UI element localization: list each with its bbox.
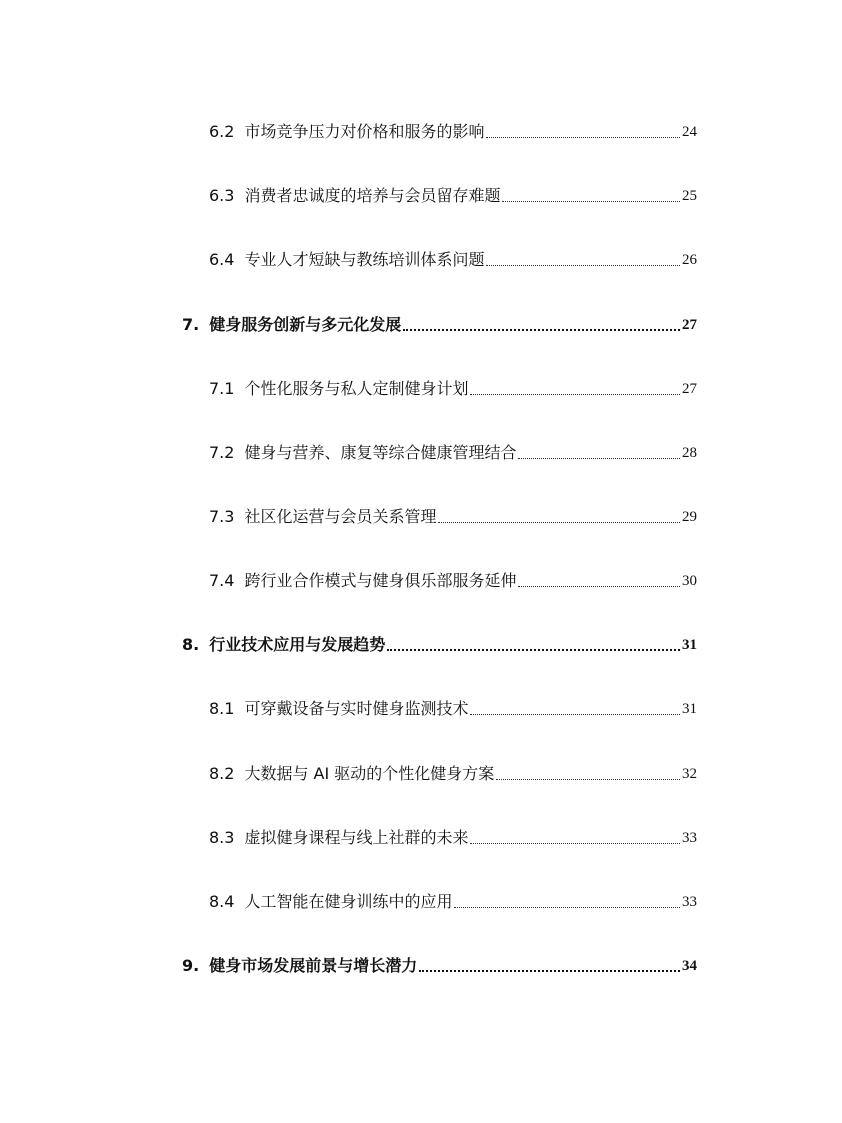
dot-leader xyxy=(470,394,680,395)
toc-entry-8-2[interactable] xyxy=(209,760,697,784)
entry-page-number: 27 xyxy=(682,381,697,397)
toc-entry-6-2[interactable] xyxy=(209,118,697,142)
entry-title: 人工智能在健身训练中的应用 xyxy=(244,892,453,911)
entry-title: 健身市场发展前景与增长潜力 xyxy=(209,956,418,975)
dot-leader xyxy=(470,714,680,715)
dot-leader xyxy=(486,137,680,138)
entry-page-number: 29 xyxy=(682,509,697,525)
entry-number: 7. xyxy=(182,315,200,334)
entry-title: 可穿戴设备与实时健身监测技术 xyxy=(244,699,469,718)
dot-leader xyxy=(470,843,680,844)
entry-number: 6.4 xyxy=(209,250,235,269)
entry-number: 7.2 xyxy=(209,443,235,462)
toc-entry-8[interactable] xyxy=(182,631,697,655)
entry-title: 大数据与 AI 驱动的个性化健身方案 xyxy=(244,764,495,783)
entry-page-number: 25 xyxy=(682,188,697,204)
dot-leader xyxy=(454,907,680,908)
entry-page-number: 27 xyxy=(682,317,697,333)
entry-page-number: 32 xyxy=(682,766,697,782)
toc-entry-7-1[interactable] xyxy=(209,375,697,399)
entry-title: 行业技术应用与发展趋势 xyxy=(209,635,386,654)
entry-number: 7.3 xyxy=(209,507,235,526)
dot-leader xyxy=(502,201,680,202)
entry-page-number: 24 xyxy=(682,124,697,140)
entry-number: 7.4 xyxy=(209,571,235,590)
entry-number: 6.3 xyxy=(209,186,235,205)
dot-leader xyxy=(518,586,680,587)
entry-title: 专业人才短缺与教练培训体系问题 xyxy=(244,250,485,269)
dot-leader xyxy=(486,265,680,266)
entry-title: 跨行业合作模式与健身俱乐部服务延伸 xyxy=(244,571,517,590)
entry-number: 7.1 xyxy=(209,379,235,398)
toc-entry-6-4[interactable] xyxy=(209,246,697,270)
entry-title: 消费者忠诚度的培养与会员留存难题 xyxy=(244,186,501,205)
toc-entry-8-3[interactable] xyxy=(209,824,697,848)
dot-leader xyxy=(387,649,680,651)
entry-number: 8.1 xyxy=(209,699,235,718)
entry-page-number: 30 xyxy=(682,573,697,589)
toc-entry-7-3[interactable] xyxy=(209,503,697,527)
entry-title: 健身服务创新与多元化发展 xyxy=(209,315,402,334)
entry-page-number: 26 xyxy=(682,252,697,268)
toc-entry-6-3[interactable] xyxy=(209,182,697,206)
toc-entry-9[interactable] xyxy=(182,952,697,976)
entry-page-number: 33 xyxy=(682,894,697,910)
entry-number: 8.3 xyxy=(209,828,235,847)
entry-number: 8. xyxy=(182,635,200,654)
entry-title: 健身与营养、康复等综合健康管理结合 xyxy=(244,443,517,462)
entry-number: 6.2 xyxy=(209,122,235,141)
dot-leader xyxy=(496,779,680,780)
dot-leader xyxy=(518,458,680,459)
dot-leader xyxy=(438,522,680,523)
entry-number: 8.2 xyxy=(209,764,235,783)
entry-number: 9. xyxy=(182,956,200,975)
toc-entry-8-1[interactable] xyxy=(209,695,697,719)
entry-page-number: 31 xyxy=(682,701,697,717)
entry-title: 虚拟健身课程与线上社群的未来 xyxy=(244,828,469,847)
toc-entry-7-4[interactable] xyxy=(209,567,697,591)
entry-title: 社区化运营与会员关系管理 xyxy=(244,507,437,526)
entry-page-number: 31 xyxy=(682,637,697,653)
dot-leader xyxy=(403,329,680,331)
toc-entry-8-4[interactable] xyxy=(209,888,697,912)
dot-leader xyxy=(419,970,680,972)
entry-page-number: 28 xyxy=(682,445,697,461)
toc-entry-7-2[interactable] xyxy=(209,439,697,463)
entry-title: 个性化服务与私人定制健身计划 xyxy=(244,379,469,398)
toc-entry-7[interactable] xyxy=(182,311,697,335)
entry-page-number: 33 xyxy=(682,830,697,846)
entry-number: 8.4 xyxy=(209,892,235,911)
entry-page-number: 34 xyxy=(682,958,697,974)
entry-title: 市场竞争压力对价格和服务的影响 xyxy=(244,122,485,141)
